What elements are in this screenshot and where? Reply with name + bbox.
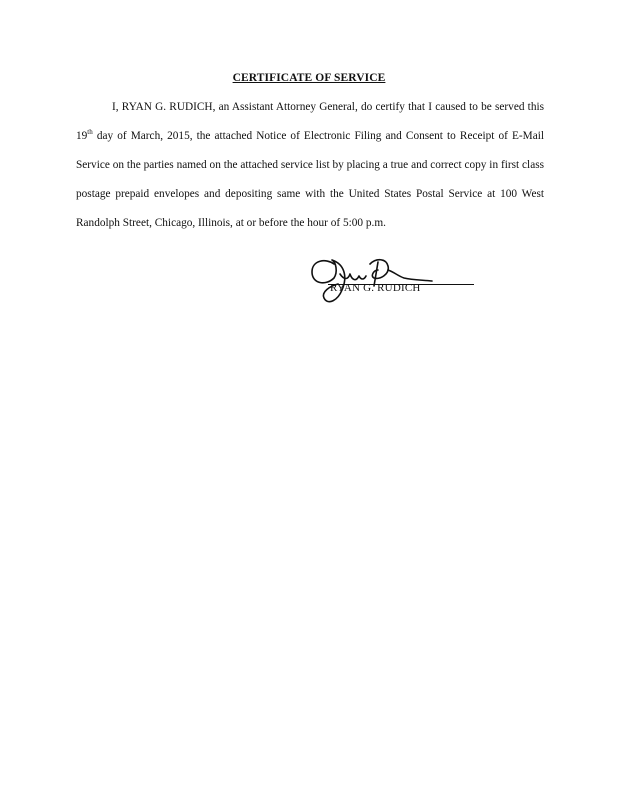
body-text-before-superscript: I, RYAN G. RUDICH, an Assistant Attorney General, do certify that I caused to be served this 19 (76, 101, 544, 142)
signer-name: RYAN G. RUDICH (330, 282, 421, 294)
certificate-title: CERTIFICATE OF SERVICE (232, 72, 386, 84)
certificate-body (76, 93, 544, 238)
body-text-after-superscript: day of March, 2015, the attached Notice of Electronic Filing and Consent to Receipt of E-Mail Service on the parties named on the attached service list by placing a true and correct copy in first class postage prepaid envelopes and depositing same with the United States Postal Service at 100 West Randolph Street, Chicago, Illinois, at or before the hour of 5:00 p.m. (76, 130, 544, 229)
signature-block (300, 250, 480, 310)
handwritten-signature (304, 250, 434, 308)
ordinal-superscript: th (87, 128, 93, 137)
